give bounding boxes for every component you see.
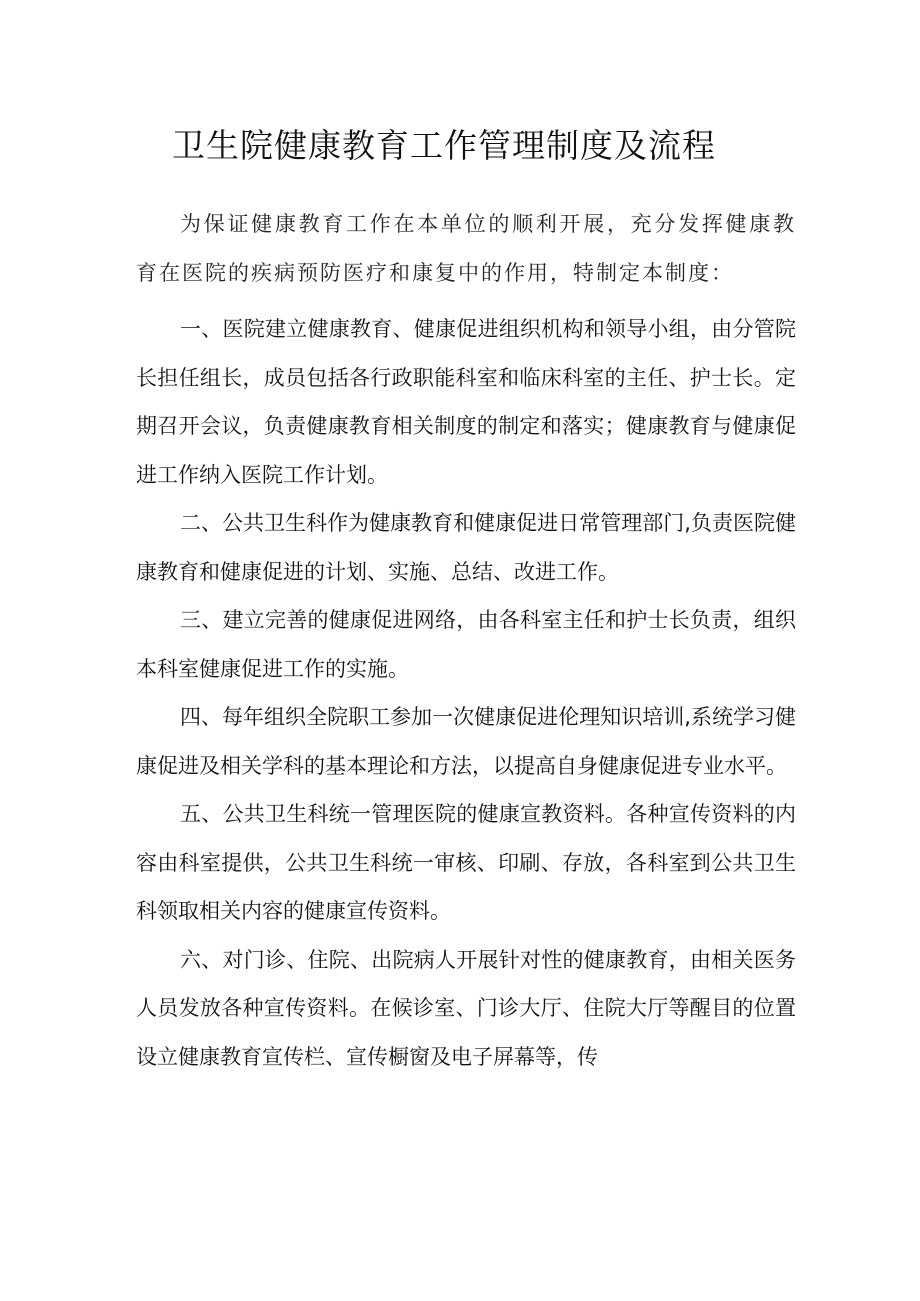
document-title: 卫生院健康教育工作管理制度及流程	[172, 126, 716, 165]
intro-paragraph: 为保证健康教育工作在本单位的顺利开展，充分发挥健康教育在医院的疾病预防医疗和康复中的作用，特制定本制度：	[136, 212, 796, 285]
clause-paragraph-4: 四、每年组织全院职工参加一次健康促进伦理知识培训,系统学习健康促进及相关学科的基本理论和方法，以提高自身健康促进专业水平。	[136, 705, 796, 778]
clause-paragraph-1: 一、医院建立健康教育、健康促进组织机构和领导小组，由分管院长担任组长，成员包括各行政职能科室和临床科室的主任、护士长。定期召开会议，负责健康教育相关制度的制定和落实；健康教育与健康促进工作纳入医院工作计划。	[136, 317, 796, 487]
clause-paragraph-6: 六、对门诊、住院、出院病人开展针对性的健康教育，由相关医务人员发放各种宣传资料。在候诊室、门诊大厅、住院大厅等醒目的位置设立健康教育宣传栏、宣传橱窗及电子屏幕等，传	[136, 947, 796, 1069]
clause-paragraph-5: 五、公共卫生科统一管理医院的健康宣教资料。各种宣传资料的内容由科室提供，公共卫生科统一审核、印刷、存放，各科室到公共卫生科领取相关内容的健康宣传资料。	[136, 802, 796, 923]
document-body	[136, 200, 796, 1081]
clause-paragraph-3: 三、建立完善的健康促进网络，由各科室主任和护士长负责，组织本科室健康促进工作的实施。	[136, 608, 796, 681]
clause-paragraph-2: 二、公共卫生科作为健康教育和健康促进日常管理部门,负责医院健康教育和健康促进的计划、实施、总结、改进工作。	[136, 511, 796, 584]
